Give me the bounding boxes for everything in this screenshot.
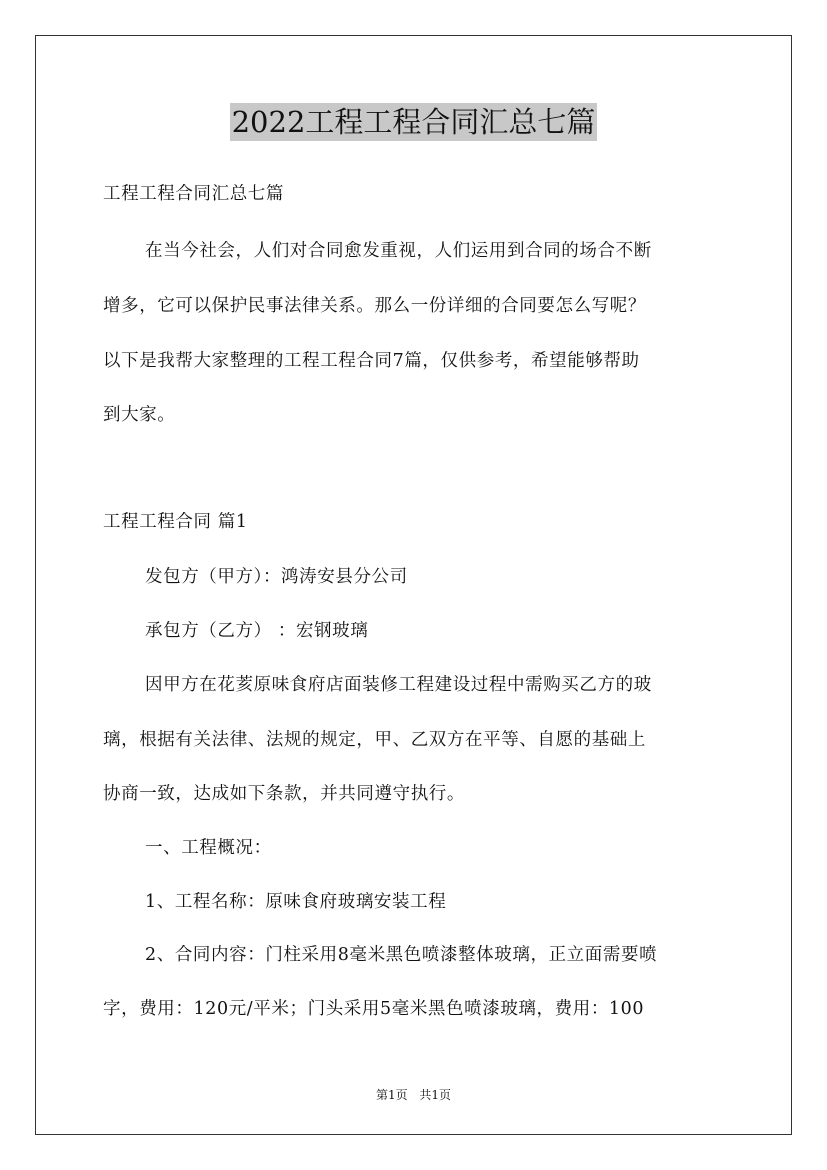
- purpose-line: 璃，根据有关法律、法规的规定，甲、乙双方在平等、自愿的基础上: [103, 730, 646, 750]
- clause-heading: 一、工程概况：: [145, 838, 272, 858]
- intro-line: 以下是我帮大家整理的工程工程合同7篇，仅供参考，希望能够帮助: [103, 351, 640, 371]
- title-container: [0, 103, 827, 141]
- purpose-line: 协商一致，达成如下条款，并共同遵守执行。: [103, 784, 465, 804]
- intro-line: 到大家。: [103, 405, 176, 425]
- party-a-line: 发包方（甲方）：鸿涛安县分公司: [145, 567, 408, 587]
- item-line: 1、工程名称：原味食府玻璃安装工程: [145, 892, 447, 912]
- page-number: 第1页: [375, 1088, 408, 1102]
- document-title: 2022工程工程合同汇总七篇: [231, 105, 596, 139]
- party-b-line: 承包方（乙方） ：宏钢玻璃: [145, 621, 369, 641]
- intro-line: 在当今社会，人们对合同愈发重视，人们运用到合同的场合不断: [145, 241, 652, 261]
- item-line: 2、合同内容：门柱采用8毫米黑色喷漆整体玻璃，正立面需要喷: [145, 945, 658, 965]
- document-subtitle: 工程工程合同汇总七篇: [103, 184, 284, 204]
- item-line: 字，费用：120元/平米；门头采用5毫米黑色喷漆玻璃，费用：100: [103, 999, 645, 1019]
- page-count: 共1页: [419, 1088, 452, 1102]
- page-footer: [0, 1086, 827, 1103]
- intro-line: 增多，它可以保护民事法律关系。那么一份详细的合同要怎么写呢？: [103, 296, 646, 316]
- purpose-line: 因甲方在花荄原味食府店面装修工程建设过程中需购买乙方的玻: [145, 675, 652, 695]
- section-heading: 工程工程合同 篇1: [103, 512, 248, 532]
